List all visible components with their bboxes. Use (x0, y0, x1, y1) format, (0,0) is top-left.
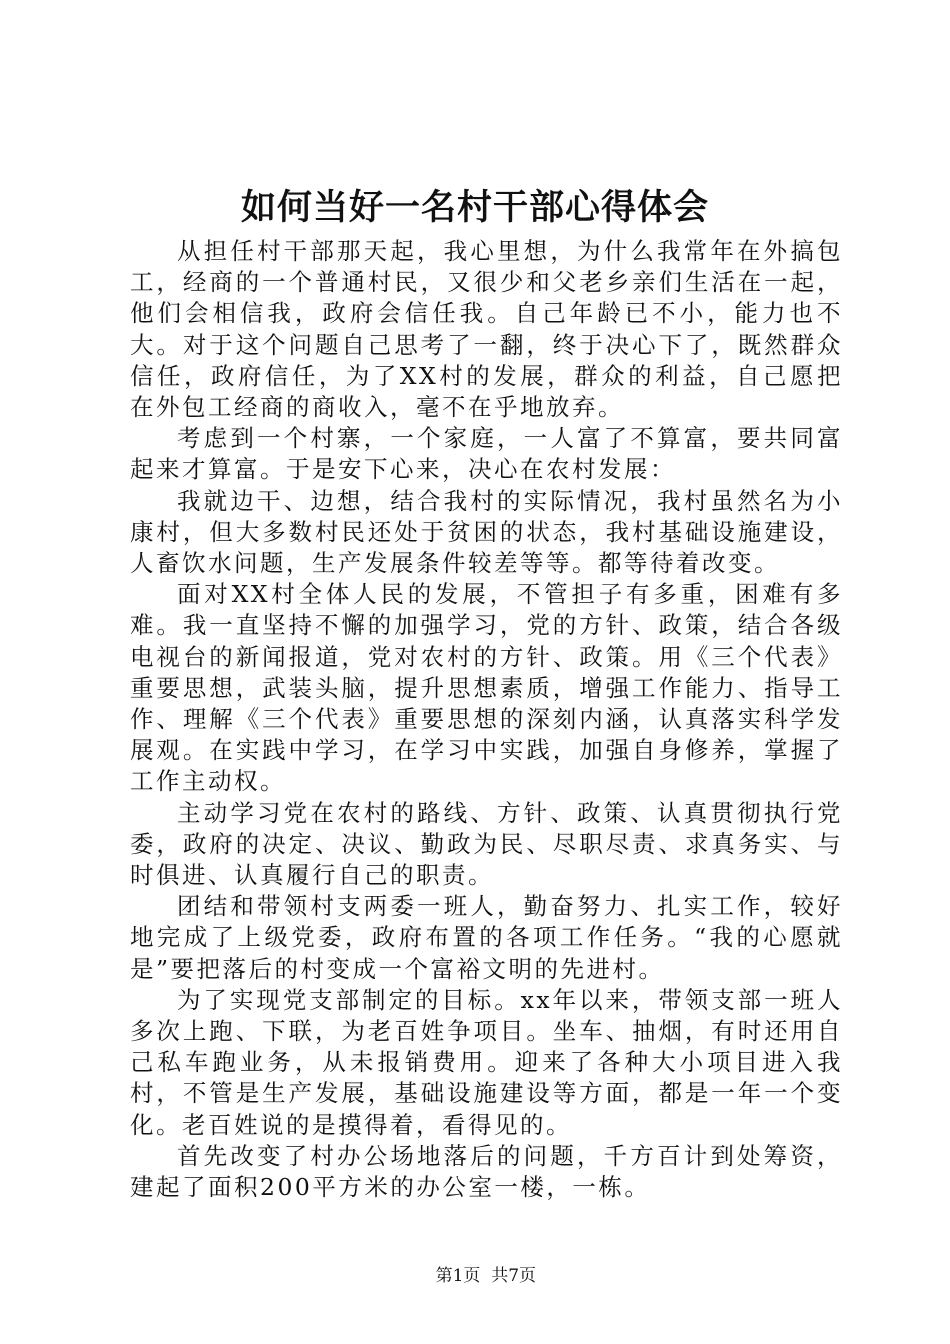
paragraph-6: 团结和带领村支两委一班人，勤奋努力、扎实工作，较好地完成了上级党委，政府布置的各项工作任务。“我的心愿就是”要把落后的村变成一个富裕文明的先进村。 (130, 892, 843, 983)
document-body (130, 236, 843, 1203)
paragraph-7: 为了实现党支部制定的目标。xx年以来，带领支部一班人多次上跑、下联，为老百姓争项目。坐车、抽烟，有时还用自己私车跑业务，从未报销费用。迎来了各种大小项目进入我村，不管是生产发展，基础设施建设等方面，都是一年一个变化。老百姓说的是摸得着，看得见的。 (130, 985, 843, 1139)
page-number-info: 第1页 共7页 (435, 1266, 537, 1286)
paragraph-3: 我就边干、边想，结合我村的实际情况，我村虽然名为小康村，但大多数村民还处于贫困的状态，我村基础设施建设，人畜饮水问题，生产发展条件较差等等。都等待着改变。 (130, 486, 843, 578)
page-footer (0, 1240, 950, 1312)
paragraph-4: 面对XX村全体人民的发展，不管担子有多重，困难有多难。我一直坚持不懈的加强学习，党的方针、政策，结合各级电视台的新闻报道，党对农村的方针、政策。用《三个代表》重要思想，武装头脑，提升思想素质，增强工作能力、指导工作、理解《三个代表》重要思想的深刻内涵，认真落实科学发展观。在实践中学习，在学习中实践，加强自身修养，掌握了工作主动权。 (130, 580, 843, 796)
document-title: 如何当好一名村干部心得体会 (240, 187, 709, 228)
paragraph-8: 首先改变了村办公场地落后的问题，千方百计到处筹资，建起了面积200平方米的办公室一楼，一栋。 (130, 1141, 843, 1202)
paragraph-5: 主动学习党在农村的路线、方针、政策、认真贯彻执行党委，政府的决定、决议、勤政为民、尽职尽责、求真务实、与时俱进、认真履行自己的职责。 (130, 798, 843, 890)
paragraph-2: 考虑到一个村寨，一个家庭，一人富了不算富，要共同富起来才算富。于是安下心来，决心在农村发展： (130, 424, 843, 484)
paragraph-1: 从担任村干部那天起，我心里想，为什么我常年在外搞包工，经商的一个普通村民，又很少和父老乡亲们生活在一起，他们会相信我，政府会信任我。自己年龄已不小，能力也不大。对于这个问题自己思考了一翻，终于决心下了，既然群众信任，政府信任，为了XX村的发展，群众的利益，自己愿把在外包工经商的商收入，毫不在乎地放弃。 (130, 237, 843, 422)
